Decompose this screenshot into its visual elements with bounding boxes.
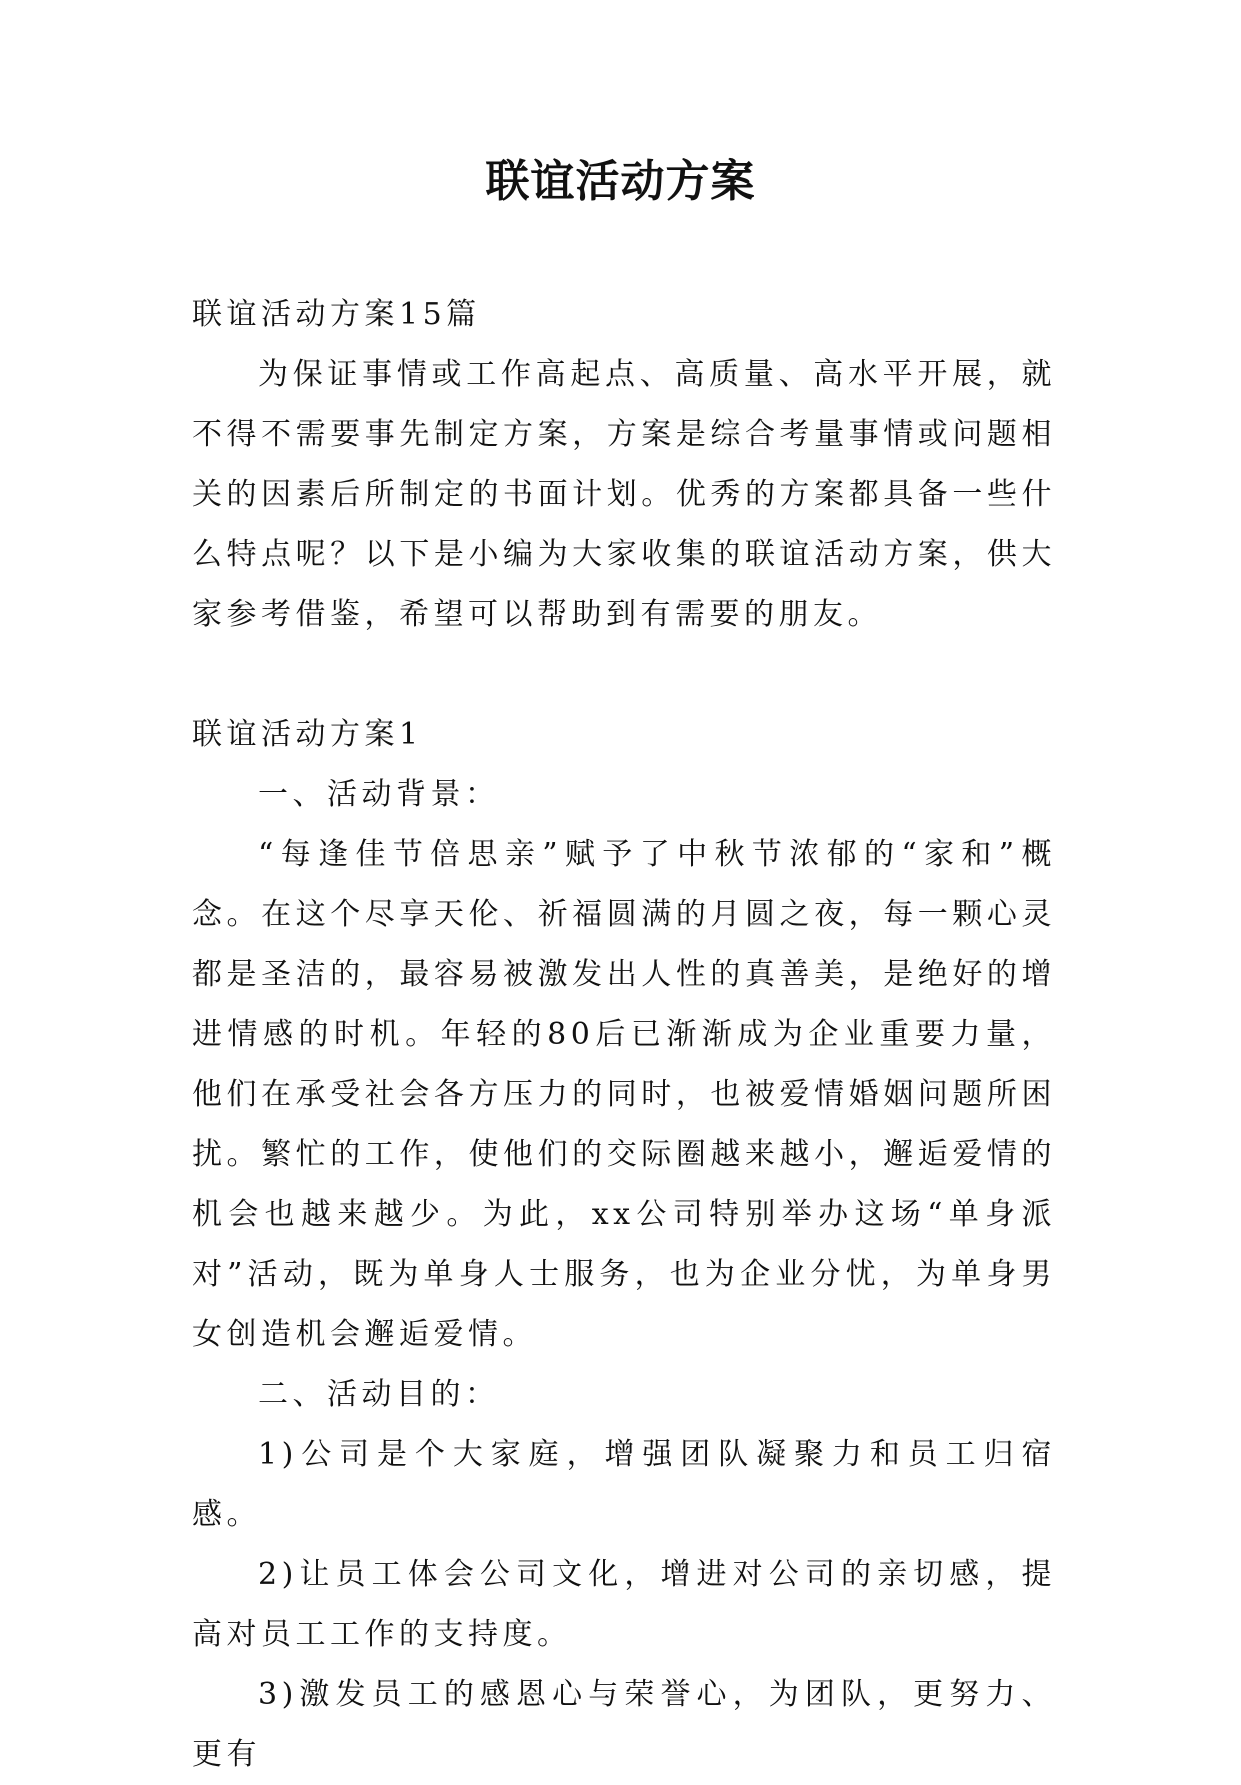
purpose-item: 2)让员工体会公司文化，增进对公司的亲切感，提高对员工工作的支持度。	[192, 1557, 1056, 1652]
purpose-item: 1)公司是个大家庭，增强团队凝聚力和员工归宿感。	[192, 1437, 1056, 1532]
background-paragraph: “每逢佳节倍思亲”赋予了中秋节浓郁的“家和”概念。在这个尽享天伦、祈福圆满的月圆之夜，每一颗心灵都是圣洁的，最容易被激发出人性的真善美，是绝好的增进情感的时机。年轻的80后已渐渐成为企业重要力量，他们在承受社会各方压力的同时，也被爱情婚姻问题所困扰。繁忙的工作，使他们的交际圈越来越小，邂逅爱情的机会也越来越少。为此，xx公司特别举办这场“单身派对”活动，既为单身人士服务，也为企业分忧，为单身男女创造机会邂逅爱情。	[192, 837, 1056, 1352]
purpose-heading: 二、活动目的：	[258, 1377, 500, 1412]
document-body	[192, 285, 1056, 1785]
document-title: 联谊活动方案	[485, 156, 756, 207]
section-heading: 联谊活动方案1	[192, 717, 423, 752]
document-subtitle: 联谊活动方案15篇	[192, 297, 481, 332]
background-heading: 一、活动背景：	[258, 777, 500, 812]
purpose-item: 3)激发员工的感恩心与荣誉心，为团队，更努力、更有	[192, 1677, 1056, 1772]
intro-paragraph: 为保证事情或工作高起点、高质量、高水平开展，就不得不需要事先制定方案，方案是综合考量事情或问题相关的因素后所制定的书面计划。优秀的方案都具备一些什么特点呢？以下是小编为大家收集的联谊活动方案，供大家参考借鉴，希望可以帮助到有需要的朋友。	[192, 357, 1056, 632]
